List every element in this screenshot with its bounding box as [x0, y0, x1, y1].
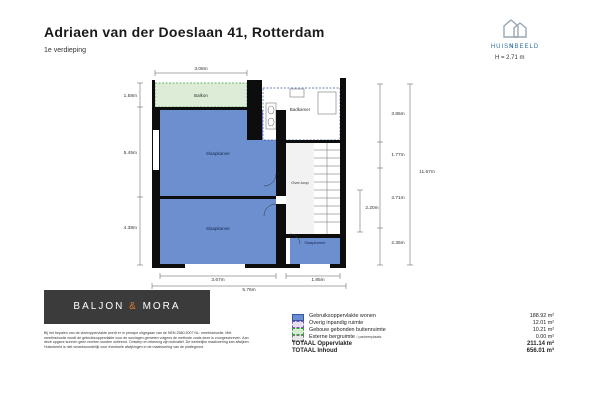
- room-label-slaapkamer-1: Slaapkamer: [205, 151, 231, 156]
- legend-row: [292, 313, 554, 320]
- room-label-slaapkamer-3: Slaapkamer: [304, 240, 326, 245]
- legend-label: Gebouw gebonden buitenruimte: [309, 327, 386, 333]
- legend-value: 188.92 m²: [529, 313, 554, 319]
- area-legend: [292, 313, 554, 355]
- dim-right-1: 3.86m: [391, 112, 405, 117]
- legend-value: 0.00 m²: [535, 334, 554, 340]
- total-area-value: 211.14 m²: [526, 341, 554, 347]
- disclaimer-text: Bij het bepalen van de vloeroppervlakte wordt er in principe uitgegaan van de NEN 2580:2007 NL: meetinstructie. Met meetinstructie wordt de gebruiksoppervlakte voor de woningen gemeten volgens de methode zoals deze is voorgeschreven. Aan deze opgave kunnen geen rechten worden ontleend. Ontwerp en tekening zijn indicatief. De werkelijke maatvoering kan afwijken. Huisnbeeld is niet verantwoordelijk voor eventuele afwijkingen in de maatvoering van de plattegrond.: [44, 331, 250, 349]
- dim-left-1: 1.58m: [123, 94, 137, 99]
- dim-top-width: 3.08m: [194, 67, 208, 72]
- dim-bottom-left: 3.67m: [211, 278, 225, 283]
- legend-total-area: [292, 341, 554, 348]
- dim-left-2: 5.45m: [123, 151, 137, 156]
- dim-right-4: 2.35m: [391, 241, 405, 246]
- page-title: Adriaen van der Doeslaan 41, Rotterdam: [44, 24, 325, 40]
- dim-bottom-right: 1.85m: [311, 278, 325, 283]
- legend-value: 12.01 m²: [532, 320, 554, 326]
- total-area-label: TOTAAL Oppervlakte: [292, 341, 353, 347]
- room-label-balkon: Balkon: [194, 93, 208, 98]
- landing-area: [286, 142, 314, 234]
- dim-left-3: 4.38m: [123, 226, 137, 231]
- legend-label: Externe bergruimte / parkeerplaats: [309, 334, 382, 340]
- legend-row: [292, 327, 554, 334]
- legend-label: Gebruiksoppervlakte wonen: [309, 313, 376, 319]
- room-label-overloop: Over-loop: [291, 180, 309, 185]
- dim-overall-depth: 11.67m: [419, 170, 435, 175]
- dim-bottom-total: 5.76m: [242, 288, 256, 293]
- room-label-badkamer: Badkamer: [289, 107, 311, 112]
- room-label-slaapkamer-2: Slaapkamer: [205, 226, 231, 231]
- brand-banner: BALJON & MORA: [44, 290, 210, 324]
- legend-value: 10.21 m²: [532, 327, 554, 333]
- legend-total-volume: [292, 348, 554, 355]
- legend-label: Overig inpandig ruimte: [309, 320, 364, 326]
- dim-right-2: 1.77m: [391, 153, 405, 158]
- ceiling-height: H = 2.71 m: [495, 55, 525, 61]
- total-volume-label: TOTAAL Inhoud: [292, 348, 338, 354]
- dim-right-3: 3.71m: [391, 196, 405, 201]
- legend-row: [292, 334, 554, 341]
- dim-inner: 2.20m: [365, 206, 379, 211]
- bedroom-2-area: [160, 199, 276, 265]
- logo-wordmark: HUISNBEELD: [490, 44, 540, 50]
- total-volume-value: 656.01 m³: [526, 348, 554, 354]
- floor-label: 1e verdieping: [44, 47, 87, 54]
- legend-row: [292, 320, 554, 327]
